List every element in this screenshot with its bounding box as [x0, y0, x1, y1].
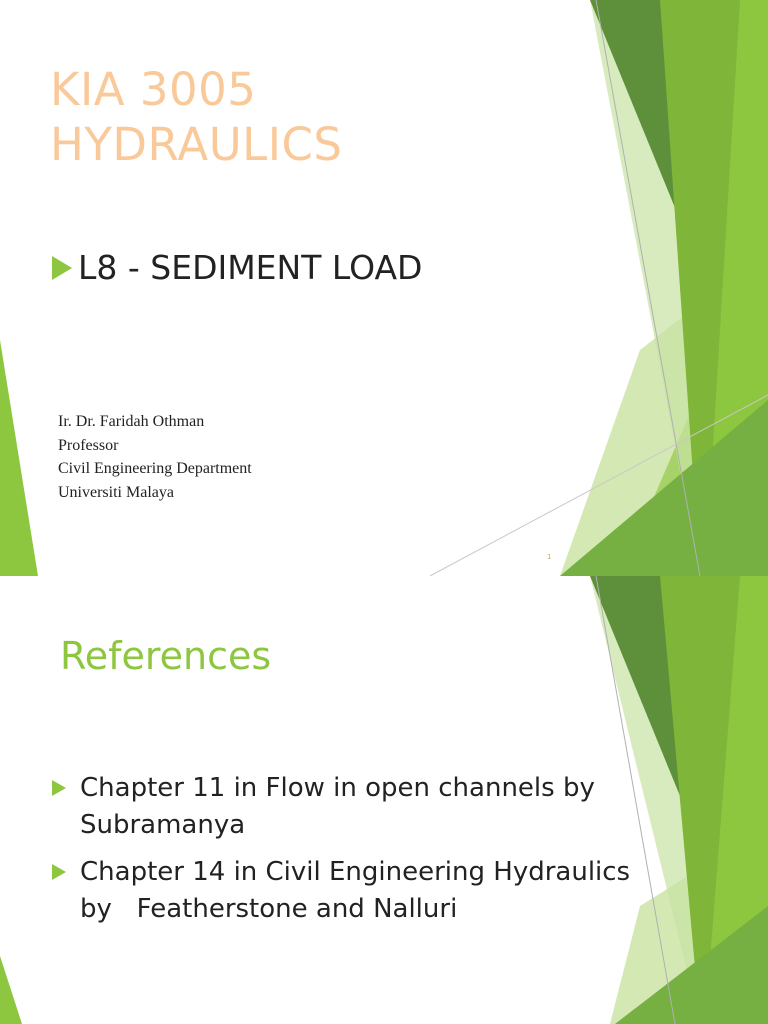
- author-department: Civil Engineering Department: [58, 460, 252, 477]
- course-title: [50, 62, 342, 172]
- list-item: [52, 770, 652, 844]
- course-code: KIA 3005: [50, 63, 257, 116]
- references-list: [52, 770, 652, 938]
- lecture-subtitle: [52, 248, 422, 287]
- slide-number: 1: [547, 553, 552, 561]
- author-info: [58, 410, 252, 504]
- reference-text: Chapter 14 in Civil Engineering Hydraulics by Featherstone and Nalluri: [80, 857, 639, 924]
- author-name: Ir. Dr. Faridah Othman: [58, 413, 205, 430]
- course-name: HYDRAULICS: [50, 118, 343, 171]
- references-title: References: [60, 634, 272, 678]
- reference-text: Chapter 11 in Flow in open channels by Subramanya: [80, 773, 604, 840]
- author-university: Universiti Malaya: [58, 483, 174, 501]
- author-position: Professor: [58, 436, 119, 454]
- list-item: [52, 854, 652, 928]
- green-triangle-bullet-icon: [52, 864, 66, 880]
- green-triangle-bullet-icon: [52, 780, 66, 796]
- references-slide: [0, 576, 768, 1024]
- lecture-subtitle-text: L8 - SEDIMENT LOAD: [78, 248, 423, 287]
- green-triangle-bullet-icon: [52, 256, 72, 280]
